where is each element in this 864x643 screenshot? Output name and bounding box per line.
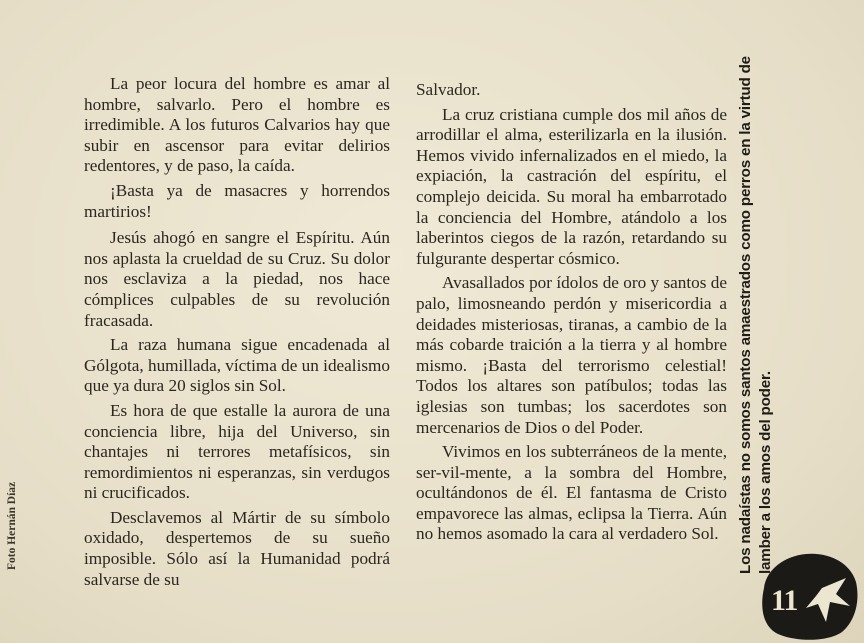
left-text-column	[84, 74, 390, 594]
side-caption	[736, 56, 786, 574]
paragraph: La raza humana sigue encadenada al Gólgota, humillada, víctima de un idealismo que ya dura 20 siglos sin Sol.	[84, 335, 390, 396]
paragraph: Es hora de que estalle la aurora de una conciencia libre, hija del Universo, sin chantajes ni terrores metafísicos, sin remordimientos ni esperanzas, sin verdugos ni crucificados.	[84, 400, 390, 503]
continuation-text: Salvador.	[416, 80, 481, 99]
paragraph: Vivimos en los subterráneos de la mente, ser-vil-mente, a la sombra del Hombre, ocultándonos de él. El fantasma de Cristo empavorece las almas, eclipsa la Tierra. Aún no hemos asomado la cara al verdadero Sol.	[416, 442, 727, 544]
paragraph: La cruz cristiana cumple dos mil años de arrodillar el alma, esterilizarla en la ilusión. Hemos vivido infernalizados en el miedo, la expiación, la castración del espíritu, el complejo deicida. Su moral ha embarrotado la conciencia del Hombre, atándolo a los laberintos ciegos de la razón, retardando su fulgurante despertar cósmico.	[416, 104, 727, 268]
right-text-column	[416, 80, 727, 549]
side-caption-line: lamber a los amos del poder.	[757, 371, 774, 574]
paragraph: La peor locura del hombre es amar al hombre, salvarlo. Pero el hombre es irredimible. A los futuros Calvarios hay que subir en ascensor para evitar delirios redentores, y de paso, la caída.	[84, 74, 390, 176]
side-caption-line: Los nadaístas no somos santos amaestrados como perros en la virtud de	[737, 56, 754, 574]
page-number: 11	[771, 584, 798, 617]
paragraph: ¡Basta ya de masacres y horrendos martirios!	[84, 180, 390, 221]
photo-credit: Foto Hernán Díaz	[6, 481, 18, 570]
paragraph: Jesús ahogó en sangre el Espíritu. Aún nos aplasta la crueldad de su Cruz. Su dolor nos esclaviza a la piedad, nos hace cómplices culpables de su revolución fracasada.	[84, 228, 390, 330]
paragraph: Avasallados por ídolos de oro y santos de palo, limosneando perdón y misericordia a deidades misteriosas, tiranas, a cambio de la más cobarde traición a la tierra y al hombre mismo. ¡Basta del terrorismo celestial! Todos los altares son patíbulos; todas las iglesias son tumbas; los sacerdotes son mercenarios de Dios o del Poder.	[416, 273, 727, 437]
paragraph: Desclavemos al Mártir de su símbolo oxidado, despertemos de su sueño imposible. Sólo así la Humanidad podrá salvarse de su	[84, 507, 390, 589]
